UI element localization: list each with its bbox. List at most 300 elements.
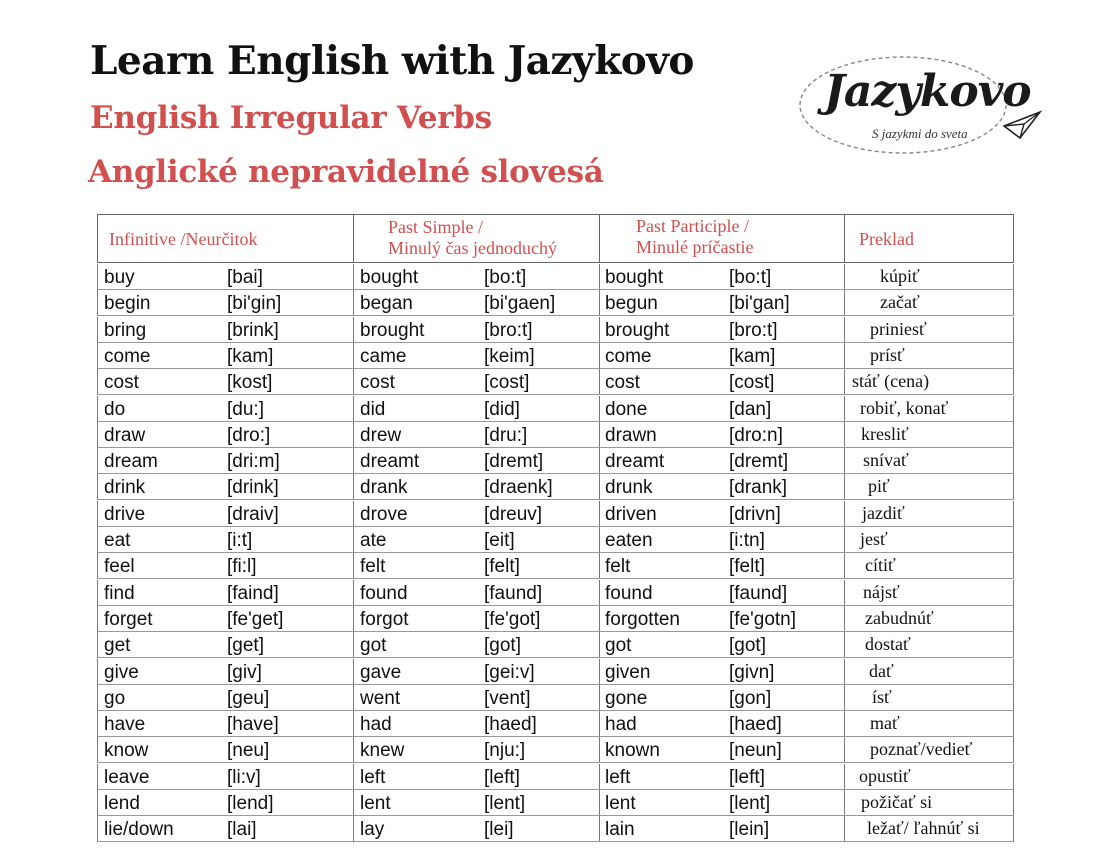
column-divider (844, 369, 845, 395)
header-past-participle-line2: Minulé príčastie (636, 237, 754, 257)
infinitive-cell: bring (104, 319, 147, 341)
column-divider (353, 737, 354, 763)
column-divider (844, 632, 845, 658)
column-divider (844, 448, 845, 474)
infinitive-cell: feel (104, 556, 135, 578)
past-participle-pronunciation-cell: [lent] (729, 793, 771, 814)
past-participle-cell: dreamt (605, 451, 665, 473)
translation-cell: dostať (865, 634, 911, 655)
past-simple-cell: drove (360, 503, 408, 525)
past-simple-cell: did (360, 398, 386, 420)
column-divider (353, 659, 354, 685)
past-simple-cell: gave (360, 661, 402, 683)
infinitive-cell: have (104, 714, 146, 736)
past-participle-pronunciation-cell: [bi'gan] (729, 293, 790, 315)
past-simple-pronunciation-cell: [did] (484, 398, 520, 420)
translation-cell: jazdiť (862, 502, 905, 523)
table-row (97, 527, 1014, 553)
column-divider (353, 527, 354, 553)
past-participle-pronunciation-cell: [dan] (729, 398, 772, 420)
translation-cell: piť (868, 476, 890, 497)
past-participle-pronunciation-cell: [cost] (729, 372, 775, 394)
translation-cell: stáť (cena) (852, 371, 930, 392)
column-divider (599, 580, 600, 606)
header-infinitive (97, 214, 353, 263)
past-participle-cell: got (605, 635, 632, 657)
column-divider (97, 474, 98, 500)
infinitive-cell: lie/down (104, 819, 174, 841)
column-divider (599, 290, 600, 316)
past-simple-pronunciation-cell: [felt] (484, 556, 520, 578)
column-divider (599, 632, 600, 658)
jazykovo-logo (798, 52, 1048, 162)
column-divider (599, 264, 600, 290)
column-divider (844, 764, 845, 790)
infinitive-cell: begin (104, 293, 151, 315)
column-divider (353, 711, 354, 737)
past-participle-pronunciation-cell: [fe'gotn] (729, 608, 797, 630)
column-divider (844, 317, 845, 343)
infinitive-pronunciation-cell: [li:v] (227, 766, 261, 788)
past-participle-cell: felt (605, 556, 631, 578)
column-divider (97, 737, 98, 763)
past-simple-pronunciation-cell: [faund] (484, 582, 543, 604)
past-simple-cell: felt (360, 556, 386, 578)
past-simple-cell: lent (360, 793, 391, 814)
subtitle-english: English Irregular Verbs (90, 100, 492, 136)
infinitive-pronunciation-cell: [dro:] (227, 424, 271, 446)
column-divider (599, 474, 600, 500)
past-simple-cell: went (360, 687, 401, 709)
past-simple-pronunciation-cell: [lent] (484, 793, 526, 814)
column-divider (599, 685, 600, 711)
column-divider (97, 553, 98, 579)
table-header (97, 214, 1014, 263)
infinitive-pronunciation-cell: [get] (227, 635, 264, 657)
infinitive-cell: forget (104, 608, 153, 630)
past-participle-pronunciation-cell: [drank] (729, 477, 788, 499)
translation-cell: prísť (870, 344, 905, 365)
past-participle-cell: left (605, 766, 631, 788)
past-participle-cell: drunk (605, 477, 653, 499)
infinitive-pronunciation-cell: [bai] (227, 267, 263, 288)
column-divider (1013, 816, 1014, 842)
past-simple-cell: lay (360, 819, 385, 841)
past-simple-pronunciation-cell: [gei:v] (484, 661, 535, 683)
past-participle-pronunciation-cell: [faund] (729, 582, 788, 604)
infinitive-pronunciation-cell: [i:t] (227, 530, 253, 551)
column-divider (1013, 290, 1014, 316)
header-preklad (844, 214, 1014, 263)
table-row (97, 264, 1014, 290)
column-divider (353, 764, 354, 790)
translation-cell: poznať/vedieť (870, 739, 973, 760)
column-divider (353, 553, 354, 579)
column-divider (353, 790, 354, 816)
column-divider (844, 264, 845, 290)
past-simple-pronunciation-cell: [got] (484, 635, 521, 657)
translation-cell: cítiť (865, 555, 896, 576)
column-divider (353, 264, 354, 290)
column-divider (353, 632, 354, 658)
infinitive-pronunciation-cell: [giv] (227, 661, 262, 683)
past-participle-pronunciation-cell: [drivn] (729, 503, 781, 525)
column-divider (844, 659, 845, 685)
translation-cell: priniesť (870, 318, 927, 339)
column-divider (1013, 764, 1014, 790)
column-divider (353, 369, 354, 395)
column-divider (844, 422, 845, 448)
table-row (97, 764, 1014, 790)
logo-wordmark: Jazykovo (824, 66, 1031, 117)
infinitive-pronunciation-cell: [lend] (227, 793, 274, 814)
column-divider (599, 606, 600, 632)
column-divider (97, 290, 98, 316)
past-simple-pronunciation-cell: [fe'got] (484, 608, 541, 630)
header-past-simple-line2: Minulý čas jednoduchý (388, 238, 557, 258)
past-participle-cell: forgotten (605, 608, 680, 630)
column-divider (599, 527, 600, 553)
past-participle-pronunciation-cell: [givn] (729, 661, 775, 683)
table-row (97, 317, 1014, 343)
translation-cell: začať (880, 292, 920, 313)
infinitive-cell: dream (104, 451, 158, 473)
column-divider (1013, 580, 1014, 606)
past-simple-cell: forgot (360, 608, 409, 630)
translation-cell: požičať si (861, 792, 933, 812)
infinitive-cell: get (104, 635, 131, 657)
column-divider (1013, 369, 1014, 395)
past-simple-pronunciation-cell: [eit] (484, 530, 515, 551)
past-simple-pronunciation-cell: [lei] (484, 819, 514, 841)
column-divider (97, 422, 98, 448)
column-divider (1013, 474, 1014, 500)
column-divider (353, 422, 354, 448)
past-participle-pronunciation-cell: [bro:t] (729, 319, 778, 341)
past-participle-pronunciation-cell: [bo:t] (729, 267, 772, 288)
column-divider (844, 527, 845, 553)
infinitive-cell: lend (104, 793, 140, 814)
column-divider (599, 816, 600, 842)
column-divider (353, 396, 354, 422)
translation-cell: jesť (860, 529, 888, 549)
past-participle-pronunciation-cell: [i:tn] (729, 530, 765, 551)
irregular-verbs-table (97, 214, 1014, 854)
infinitive-pronunciation-cell: [brink] (227, 319, 279, 341)
column-divider (97, 527, 98, 553)
past-participle-cell: eaten (605, 530, 653, 551)
past-participle-cell: drawn (605, 424, 657, 446)
past-simple-cell: began (360, 293, 413, 315)
past-participle-pronunciation-cell: [gon] (729, 687, 772, 709)
past-simple-pronunciation-cell: [cost] (484, 372, 530, 394)
column-divider (353, 816, 354, 842)
past-simple-cell: drew (360, 424, 402, 446)
past-simple-cell: ate (360, 530, 387, 551)
column-divider (1013, 396, 1014, 422)
column-divider (844, 737, 845, 763)
subtitle-slovak: Anglické nepravidelné slovesá (88, 154, 604, 190)
column-divider (97, 659, 98, 685)
infinitive-cell: eat (104, 530, 131, 551)
translation-cell: ležať/ ľahnúť si (867, 818, 980, 839)
column-divider (353, 474, 354, 500)
table-row (97, 369, 1014, 395)
column-divider (599, 501, 600, 527)
past-simple-pronunciation-cell: [bo:t] (484, 267, 527, 288)
infinitive-pronunciation-cell: [faind] (227, 582, 279, 604)
infinitive-pronunciation-cell: [dri:m] (227, 451, 280, 473)
translation-cell: robiť, konať (860, 397, 949, 418)
table-row (97, 816, 1014, 842)
past-participle-cell: known (605, 740, 660, 762)
past-participle-pronunciation-cell: [felt] (729, 556, 765, 578)
past-simple-pronunciation-cell: [bro:t] (484, 319, 533, 341)
past-simple-cell: left (360, 766, 386, 788)
past-participle-cell: found (605, 582, 653, 604)
column-divider (97, 501, 98, 527)
infinitive-pronunciation-cell: [neu] (227, 740, 270, 762)
table-row (97, 659, 1014, 685)
table-row (97, 474, 1014, 500)
table-row (97, 632, 1014, 658)
past-participle-pronunciation-cell: [dremt] (729, 451, 789, 473)
infinitive-pronunciation-cell: [have] (227, 714, 279, 736)
past-participle-pronunciation-cell: [kam] (729, 345, 776, 367)
column-divider (599, 317, 600, 343)
column-divider (844, 816, 845, 842)
past-participle-pronunciation-cell: [neun] (729, 740, 782, 762)
infinitive-pronunciation-cell: [fi:l] (227, 556, 257, 578)
column-divider (1013, 527, 1014, 553)
table-row (97, 501, 1014, 527)
column-divider (844, 343, 845, 369)
past-participle-cell: lent (605, 793, 636, 814)
header-preklad-label: Preklad (859, 229, 914, 249)
column-divider (599, 737, 600, 763)
past-participle-cell: lain (605, 819, 635, 841)
column-divider (97, 580, 98, 606)
column-divider (844, 685, 845, 711)
translation-cell: opustiť (859, 765, 911, 786)
past-participle-pronunciation-cell: [haed] (729, 714, 782, 736)
table-row (97, 422, 1014, 448)
past-participle-pronunciation-cell: [left] (729, 766, 765, 788)
infinitive-pronunciation-cell: [fe'get] (227, 608, 284, 630)
header-past-participle (599, 214, 844, 263)
table-row (97, 685, 1014, 711)
past-participle-cell: bought (605, 267, 664, 288)
past-participle-cell: begun (605, 293, 658, 315)
column-divider (97, 264, 98, 290)
column-divider (599, 764, 600, 790)
past-participle-cell: gone (605, 687, 648, 709)
column-divider (1013, 659, 1014, 685)
row-divider (97, 841, 1014, 842)
past-simple-cell: bought (360, 267, 419, 288)
column-divider (844, 580, 845, 606)
translation-cell: nájsť (863, 581, 900, 602)
past-simple-cell: drank (360, 477, 408, 499)
infinitive-pronunciation-cell: [lai] (227, 819, 257, 841)
past-participle-cell: driven (605, 503, 657, 525)
past-simple-cell: cost (360, 372, 395, 394)
translation-cell: kúpiť (880, 266, 920, 286)
past-participle-pronunciation-cell: [dro:n] (729, 424, 783, 446)
column-divider (353, 448, 354, 474)
column-divider (1013, 606, 1014, 632)
column-divider (599, 369, 600, 395)
column-divider (1013, 501, 1014, 527)
column-divider (1013, 685, 1014, 711)
infinitive-cell: leave (104, 766, 150, 788)
table-row (97, 711, 1014, 737)
column-divider (353, 606, 354, 632)
column-divider (1013, 422, 1014, 448)
column-divider (353, 317, 354, 343)
infinitive-pronunciation-cell: [geu] (227, 687, 270, 709)
infinitive-cell: cost (104, 372, 139, 394)
past-participle-cell: cost (605, 372, 640, 394)
infinitive-pronunciation-cell: [draiv] (227, 503, 279, 525)
past-simple-pronunciation-cell: [dreuv] (484, 503, 543, 525)
column-divider (353, 343, 354, 369)
column-divider (844, 711, 845, 737)
infinitive-cell: give (104, 661, 139, 683)
table-row (97, 290, 1014, 316)
column-divider (844, 474, 845, 500)
column-divider (97, 790, 98, 816)
column-divider (844, 290, 845, 316)
past-simple-pronunciation-cell: [left] (484, 766, 520, 788)
column-divider (97, 448, 98, 474)
header-past-simple (353, 214, 599, 263)
column-divider (599, 659, 600, 685)
column-divider (97, 711, 98, 737)
past-simple-pronunciation-cell: [nju:] (484, 740, 526, 762)
column-divider (97, 685, 98, 711)
header-past-participle-line1: Past Participle / (636, 216, 749, 236)
infinitive-pronunciation-cell: [kam] (227, 345, 274, 367)
past-simple-cell: brought (360, 319, 425, 341)
infinitive-cell: come (104, 345, 151, 367)
column-divider (1013, 737, 1014, 763)
infinitive-cell: find (104, 582, 135, 604)
column-divider (599, 711, 600, 737)
table-row (97, 580, 1014, 606)
column-divider (844, 606, 845, 632)
column-divider (844, 501, 845, 527)
past-simple-pronunciation-cell: [vent] (484, 687, 531, 709)
column-divider (97, 343, 98, 369)
table-row (97, 553, 1014, 579)
past-simple-pronunciation-cell: [bi'gaen] (484, 293, 556, 315)
infinitive-pronunciation-cell: [drink] (227, 477, 279, 499)
translation-cell: ísť (872, 686, 892, 707)
header-past-simple-line1: Past Simple / (388, 217, 484, 237)
past-simple-pronunciation-cell: [keim] (484, 345, 535, 367)
infinitive-cell: do (104, 398, 126, 420)
past-simple-pronunciation-cell: [dru:] (484, 424, 528, 446)
logo-tagline: S jazykmi do sveta (872, 126, 968, 141)
infinitive-pronunciation-cell: [du:] (227, 398, 264, 420)
column-divider (97, 317, 98, 343)
past-simple-cell: had (360, 714, 392, 736)
table-row (97, 737, 1014, 763)
translation-cell: snívať (863, 450, 909, 471)
table-row (97, 343, 1014, 369)
past-simple-cell: found (360, 582, 408, 604)
table-row (97, 606, 1014, 632)
infinitive-cell: drink (104, 477, 146, 499)
column-divider (353, 501, 354, 527)
infinitive-cell: buy (104, 267, 135, 288)
column-divider (1013, 632, 1014, 658)
page-title: Learn English with Jazykovo (90, 38, 694, 84)
header-infinitive-label: Infinitive /Neurčitok (109, 229, 258, 249)
column-divider (353, 685, 354, 711)
past-participle-pronunciation-cell: [lein] (729, 819, 770, 841)
table-row (97, 448, 1014, 474)
column-divider (97, 632, 98, 658)
past-simple-cell: dreamt (360, 451, 420, 473)
column-divider (97, 816, 98, 842)
infinitive-pronunciation-cell: [kost] (227, 372, 273, 394)
column-divider (599, 790, 600, 816)
past-participle-cell: given (605, 661, 651, 683)
column-divider (1013, 711, 1014, 737)
column-divider (1013, 553, 1014, 579)
translation-cell: dať (869, 660, 894, 681)
column-divider (1013, 790, 1014, 816)
column-divider (97, 396, 98, 422)
past-participle-cell: brought (605, 319, 670, 341)
column-divider (353, 290, 354, 316)
column-divider (599, 396, 600, 422)
past-simple-pronunciation-cell: [haed] (484, 714, 537, 736)
infinitive-cell: draw (104, 424, 146, 446)
table-row (97, 396, 1014, 422)
past-simple-pronunciation-cell: [draenk] (484, 477, 553, 499)
column-divider (599, 343, 600, 369)
column-divider (844, 553, 845, 579)
infinitive-cell: know (104, 740, 149, 762)
translation-cell: kresliť (861, 423, 909, 444)
column-divider (97, 606, 98, 632)
infinitive-pronunciation-cell: [bi'gin] (227, 293, 282, 315)
column-divider (97, 764, 98, 790)
past-simple-pronunciation-cell: [dremt] (484, 451, 544, 473)
translation-cell: mať (870, 713, 900, 734)
past-participle-pronunciation-cell: [got] (729, 635, 766, 657)
column-divider (599, 448, 600, 474)
table-row (97, 790, 1014, 816)
column-divider (1013, 343, 1014, 369)
past-simple-cell: came (360, 345, 407, 367)
column-divider (97, 369, 98, 395)
past-simple-cell: knew (360, 740, 405, 762)
infinitive-cell: go (104, 687, 126, 709)
past-participle-cell: done (605, 398, 648, 420)
past-participle-cell: come (605, 345, 652, 367)
past-participle-cell: had (605, 714, 637, 736)
past-simple-cell: got (360, 635, 387, 657)
column-divider (1013, 448, 1014, 474)
translation-cell: zabudnúť (865, 607, 934, 628)
column-divider (844, 790, 845, 816)
column-divider (599, 553, 600, 579)
infinitive-cell: drive (104, 503, 146, 525)
